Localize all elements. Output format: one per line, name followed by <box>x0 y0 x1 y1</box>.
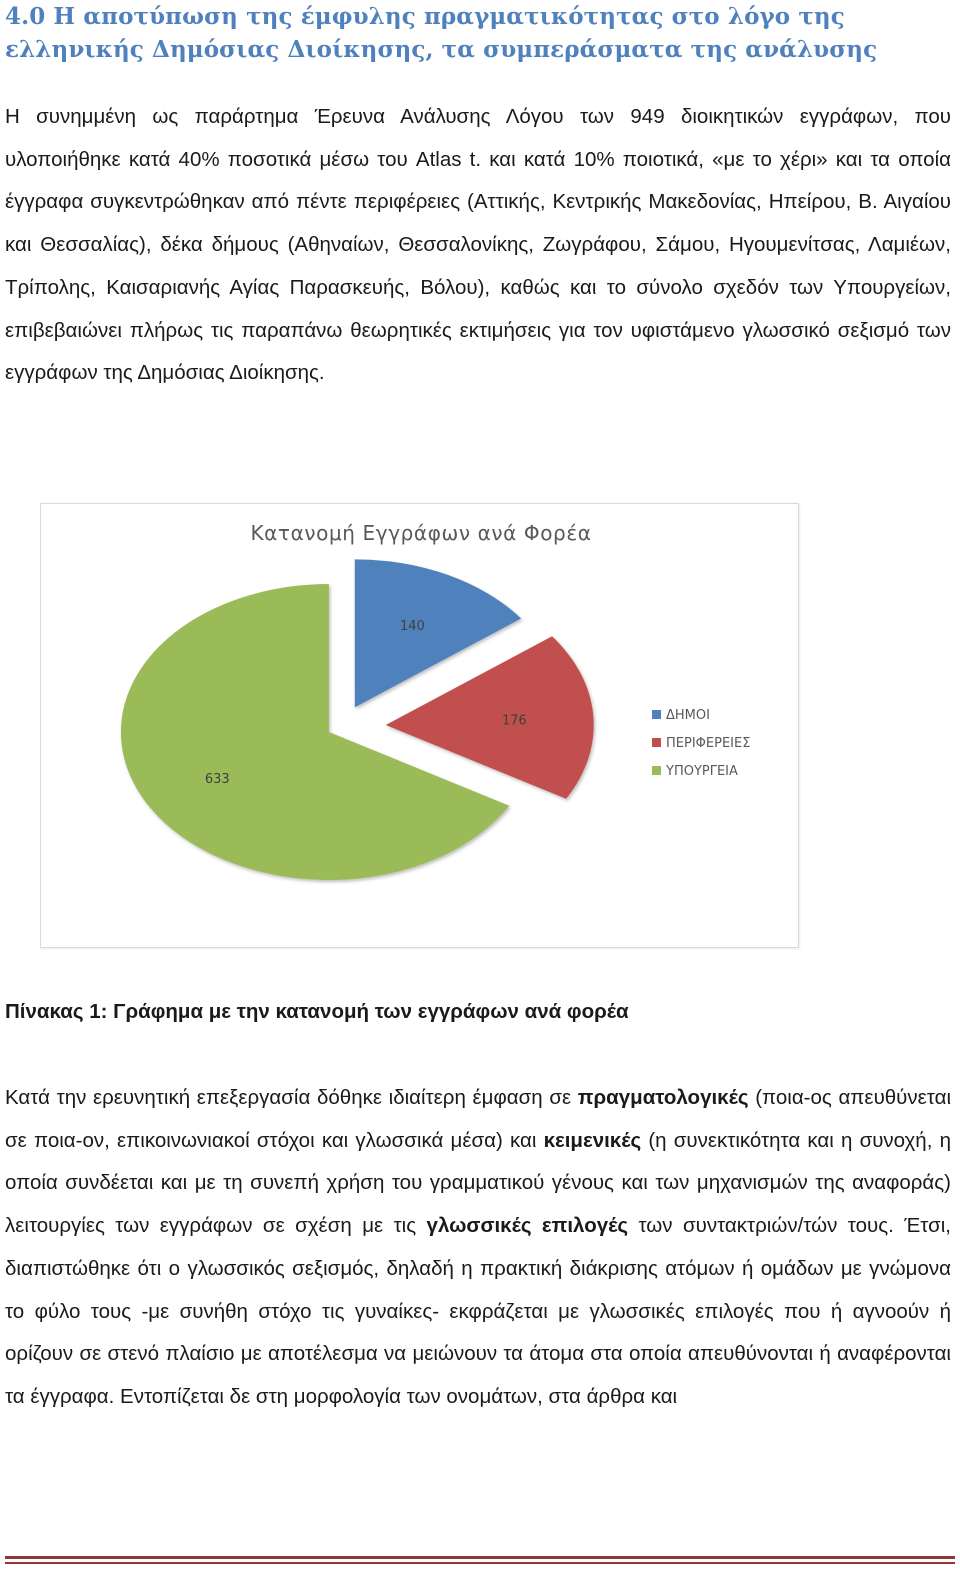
footer-rule-bottom <box>5 1562 955 1564</box>
legend-swatch-2 <box>652 766 661 775</box>
legend-label-0: ΔΗΜΟΙ <box>666 708 710 723</box>
bold-term-textual: κειμενικές <box>543 1128 642 1152</box>
paragraph-text: Κατά την ερευνητική επεξεργασία δόθηκε ιδιαίτερη έμφαση σε <box>5 1086 578 1109</box>
pie-chart <box>41 504 798 947</box>
intro-paragraph: Η συνημμένη ως παράρτημα Έρευνα Ανάλυσης Λόγου των 949 διοικητικών εγγράφων, που υλοποιήθηκε κατά 40% ποσοτικά μέσω του Atlas t. και κατά 10% ποιοτικά, «με το χέρι» και τα οποία έγγραφα συγκεντρώθηκαν από πέντε περιφέρειες (Αττικής, Κεντρικής Μακεδονίας, Ηπείρου, Β. Αιγαίου και Θεσσαλίας), δέκα δήμους (Αθηναίων, Θεσσαλονίκης, Ζωγράφου, Σάμου, Ηγουμενίτσας, Λαμιέων, Τρίπολης, Καισαριανής Αγίας Παρασκευής, Βόλου), καθώς και το σύνολο σχεδόν των Υπουργείων, επιβεβαιώνει πλήρως τις παραπάνω θεωρητικές εκτιμήσεις για τον υφιστάμενο γλωσσικό σεξισμό των εγγράφων της Δημόσιας Διοίκησης. <box>5 105 951 385</box>
paragraph-text: (η συνεκτικότητα και η συνοχή, η οποία συνδέεται και με τη συνεπή χρήση του γραμματικού γένους και των μηχανισμών της αναφοράς) λειτουργίες των εγγράφων σε σχέση με τις <box>5 1128 951 1238</box>
pie-data-label-0: 140 <box>400 619 425 635</box>
bold-term-pragmatic: πραγματολογικές <box>577 1086 749 1109</box>
pie-data-label-2: 633 <box>204 771 230 787</box>
analysis-paragraph <box>5 1077 951 1419</box>
footer-rule-top <box>5 1556 955 1559</box>
legend-swatch-0 <box>652 710 661 719</box>
legend-label-2: ΥΠΟΥΡΓΕΙΑ <box>666 764 738 779</box>
legend-swatch-1 <box>652 738 661 747</box>
legend-label-1: ΠΕΡΙΦΕΡΕΙΕΣ <box>666 736 751 751</box>
bold-term-linguistic-choices: γλωσσικές επιλογές <box>426 1214 629 1238</box>
chart-title: Κατανομή Εγγράφων ανά Φορέα <box>250 521 592 545</box>
figure-caption: Πίνακας 1: Γράφημα με την κατανομή των εγγράφων ανά φορέα <box>5 1000 629 1023</box>
pie-chart-frame <box>40 503 799 948</box>
paragraph-text: (ποια-ος απευθύνεται σε ποια-ον, επικοινωνιακοί στόχοι και γλωσσικά μέσα) και <box>5 1086 951 1152</box>
pie-data-label-1: 176 <box>502 713 527 729</box>
paragraph-text: των συντακτριών/τών τους. Έτσι, διαπιστώθηκε ότι ο γλωσσικός σεξισμός, δηλαδή η πρακτική διάκρισης ατόμων ή ομάδων με γνώμονα το φύλο τους -με συνήθη στόχο τις γυναίκες- εκφράζεται με γλωσσικές επιλογές που ή αγνοούν ή ορίζουν σε στενό πλαίσιο με αποτέλεσμα να μειώνουν τα άτομα στα οποία απευθύνονται ή αναφέρονται τα έγγραφα. Εντοπίζεται δε στη μορφολογία των ονομάτων, στα άρθρα και <box>5 1214 951 1408</box>
section-heading: 4.0 Η αποτύπωση της έμφυλης πραγματικότητας στο λόγο της ελληνικής Δημόσιας Διοίκησης, τα συμπεράσματα της ανάλυσης <box>5 3 878 63</box>
